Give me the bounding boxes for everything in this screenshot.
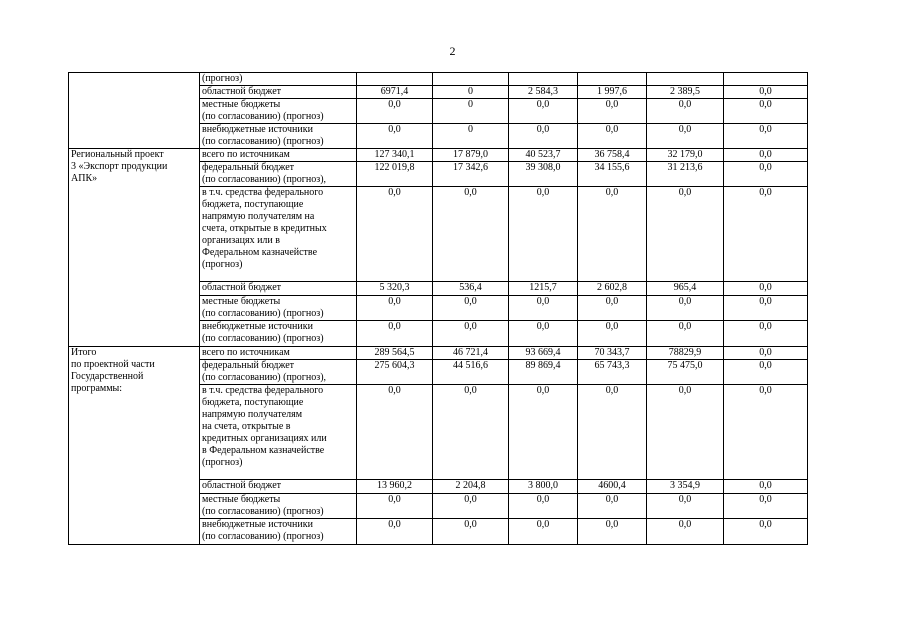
value-cell: 0,0 bbox=[578, 321, 647, 347]
value-cell: 0,0 bbox=[509, 494, 578, 519]
value-cell: 78829,9 bbox=[647, 347, 724, 360]
value-cell: 0,0 bbox=[357, 296, 433, 321]
value-cell: 0,0 bbox=[578, 187, 647, 282]
value-cell: 0,0 bbox=[578, 296, 647, 321]
value-cell: 0,0 bbox=[724, 99, 808, 124]
value-cell: 0,0 bbox=[357, 494, 433, 519]
value-cell: 0,0 bbox=[433, 494, 509, 519]
value-cell: 0,0 bbox=[724, 385, 808, 480]
funding-source: (прогноз) bbox=[200, 73, 357, 86]
value-cell bbox=[509, 73, 578, 86]
value-cell: 17 342,6 bbox=[433, 162, 509, 187]
funding-source: внебюджетные источники (по согласованию) (прогноз) bbox=[200, 519, 357, 545]
value-cell: 39 308,0 bbox=[509, 162, 578, 187]
value-cell: 0,0 bbox=[724, 282, 808, 296]
value-cell: 965,4 bbox=[647, 282, 724, 296]
value-cell: 0,0 bbox=[578, 494, 647, 519]
table-row bbox=[69, 73, 808, 86]
value-cell: 0,0 bbox=[724, 86, 808, 99]
funding-source: областной бюджет bbox=[200, 282, 357, 296]
table-row bbox=[69, 149, 808, 162]
value-cell: 3 800,0 bbox=[509, 480, 578, 494]
value-cell: 0 bbox=[433, 124, 509, 149]
funding-source: местные бюджеты (по согласованию) (прогноз) bbox=[200, 296, 357, 321]
value-cell: 2 204,8 bbox=[433, 480, 509, 494]
value-cell: 0,0 bbox=[647, 124, 724, 149]
value-cell: 0,0 bbox=[578, 99, 647, 124]
value-cell: 0,0 bbox=[357, 124, 433, 149]
funding-source: местные бюджеты (по согласованию) (прогноз) bbox=[200, 494, 357, 519]
value-cell: 0,0 bbox=[433, 385, 509, 480]
funding-source: всего по источникам bbox=[200, 347, 357, 360]
value-cell: 0,0 bbox=[647, 99, 724, 124]
funding-source: внебюджетные источники (по согласованию) (прогноз) bbox=[200, 321, 357, 347]
value-cell: 0,0 bbox=[578, 385, 647, 480]
value-cell bbox=[724, 73, 808, 86]
value-cell: 89 869,4 bbox=[509, 360, 578, 385]
value-cell: 1 997,6 bbox=[578, 86, 647, 99]
value-cell: 36 758,4 bbox=[578, 149, 647, 162]
value-cell: 536,4 bbox=[433, 282, 509, 296]
table-row bbox=[69, 347, 808, 360]
value-cell bbox=[647, 73, 724, 86]
value-cell: 46 721,4 bbox=[433, 347, 509, 360]
value-cell: 2 584,3 bbox=[509, 86, 578, 99]
funding-source: всего по источникам bbox=[200, 149, 357, 162]
value-cell: 275 604,3 bbox=[357, 360, 433, 385]
value-cell: 0,0 bbox=[509, 321, 578, 347]
value-cell: 0,0 bbox=[724, 149, 808, 162]
value-cell: 0,0 bbox=[433, 296, 509, 321]
value-cell: 0,0 bbox=[724, 321, 808, 347]
value-cell: 6971,4 bbox=[357, 86, 433, 99]
value-cell: 289 564,5 bbox=[357, 347, 433, 360]
value-cell: 122 019,8 bbox=[357, 162, 433, 187]
funding-source: в т.ч. средства федерального бюджета, поступающие напрямую получателям на счета, открытые в кредитных организацях или в Федеральном казначействе (прогноз) bbox=[200, 187, 357, 282]
value-cell: 0 bbox=[433, 86, 509, 99]
value-cell: 0,0 bbox=[647, 385, 724, 480]
value-cell: 0,0 bbox=[724, 124, 808, 149]
value-cell: 0,0 bbox=[647, 494, 724, 519]
value-cell: 0,0 bbox=[509, 385, 578, 480]
value-cell: 0,0 bbox=[509, 99, 578, 124]
value-cell bbox=[357, 73, 433, 86]
funding-source: федеральный бюджет (по согласованию) (прогноз), bbox=[200, 360, 357, 385]
value-cell: 93 669,4 bbox=[509, 347, 578, 360]
value-cell: 44 516,6 bbox=[433, 360, 509, 385]
section-title: Региональный проект 3 «Экспорт продукции АПК» bbox=[69, 149, 200, 347]
funding-source: областной бюджет bbox=[200, 480, 357, 494]
value-cell: 0,0 bbox=[509, 296, 578, 321]
value-cell: 17 879,0 bbox=[433, 149, 509, 162]
value-cell: 2 602,8 bbox=[578, 282, 647, 296]
section-title: Итого по проектной части Государственной программы: bbox=[69, 347, 200, 545]
value-cell: 0,0 bbox=[724, 187, 808, 282]
value-cell: 0,0 bbox=[647, 321, 724, 347]
budget-table bbox=[68, 72, 808, 545]
section-title bbox=[69, 73, 200, 149]
value-cell: 0,0 bbox=[724, 519, 808, 545]
value-cell: 0 bbox=[433, 99, 509, 124]
value-cell: 0,0 bbox=[724, 162, 808, 187]
value-cell: 65 743,3 bbox=[578, 360, 647, 385]
value-cell: 40 523,7 bbox=[509, 149, 578, 162]
funding-source: в т.ч. средства федерального бюджета, поступающие напрямую получателям на счета, открытые в кредитных организациях или в Федеральном казначействе (прогноз) bbox=[200, 385, 357, 480]
value-cell: 0,0 bbox=[724, 480, 808, 494]
value-cell: 0,0 bbox=[578, 124, 647, 149]
value-cell: 127 340,1 bbox=[357, 149, 433, 162]
value-cell bbox=[433, 73, 509, 86]
funding-source: областной бюджет bbox=[200, 86, 357, 99]
value-cell: 2 389,5 bbox=[647, 86, 724, 99]
value-cell: 3 354,9 bbox=[647, 480, 724, 494]
value-cell: 5 320,3 bbox=[357, 282, 433, 296]
value-cell: 0,0 bbox=[724, 296, 808, 321]
value-cell: 0,0 bbox=[357, 99, 433, 124]
value-cell: 31 213,6 bbox=[647, 162, 724, 187]
funding-source: внебюджетные источники (по согласованию) (прогноз) bbox=[200, 124, 357, 149]
value-cell: 0,0 bbox=[647, 296, 724, 321]
value-cell: 0,0 bbox=[509, 187, 578, 282]
value-cell: 32 179,0 bbox=[647, 149, 724, 162]
value-cell: 0,0 bbox=[724, 347, 808, 360]
funding-source: местные бюджеты (по согласованию) (прогноз) bbox=[200, 99, 357, 124]
value-cell: 0,0 bbox=[724, 360, 808, 385]
value-cell: 75 475,0 bbox=[647, 360, 724, 385]
value-cell: 0,0 bbox=[433, 519, 509, 545]
funding-source: федеральный бюджет (по согласованию) (прогноз), bbox=[200, 162, 357, 187]
value-cell: 0,0 bbox=[724, 494, 808, 519]
value-cell: 4600,4 bbox=[578, 480, 647, 494]
value-cell: 13 960,2 bbox=[357, 480, 433, 494]
value-cell: 0,0 bbox=[357, 187, 433, 282]
value-cell: 0,0 bbox=[509, 519, 578, 545]
value-cell: 0,0 bbox=[433, 187, 509, 282]
value-cell bbox=[578, 73, 647, 86]
value-cell: 0,0 bbox=[357, 321, 433, 347]
page-number: 2 bbox=[449, 44, 456, 58]
value-cell: 34 155,6 bbox=[578, 162, 647, 187]
value-cell: 0,0 bbox=[647, 187, 724, 282]
value-cell: 0,0 bbox=[433, 321, 509, 347]
value-cell: 0,0 bbox=[509, 124, 578, 149]
value-cell: 0,0 bbox=[647, 519, 724, 545]
value-cell: 0,0 bbox=[357, 385, 433, 480]
value-cell: 70 343,7 bbox=[578, 347, 647, 360]
value-cell: 0,0 bbox=[578, 519, 647, 545]
value-cell: 1215,7 bbox=[509, 282, 578, 296]
value-cell: 0,0 bbox=[357, 519, 433, 545]
